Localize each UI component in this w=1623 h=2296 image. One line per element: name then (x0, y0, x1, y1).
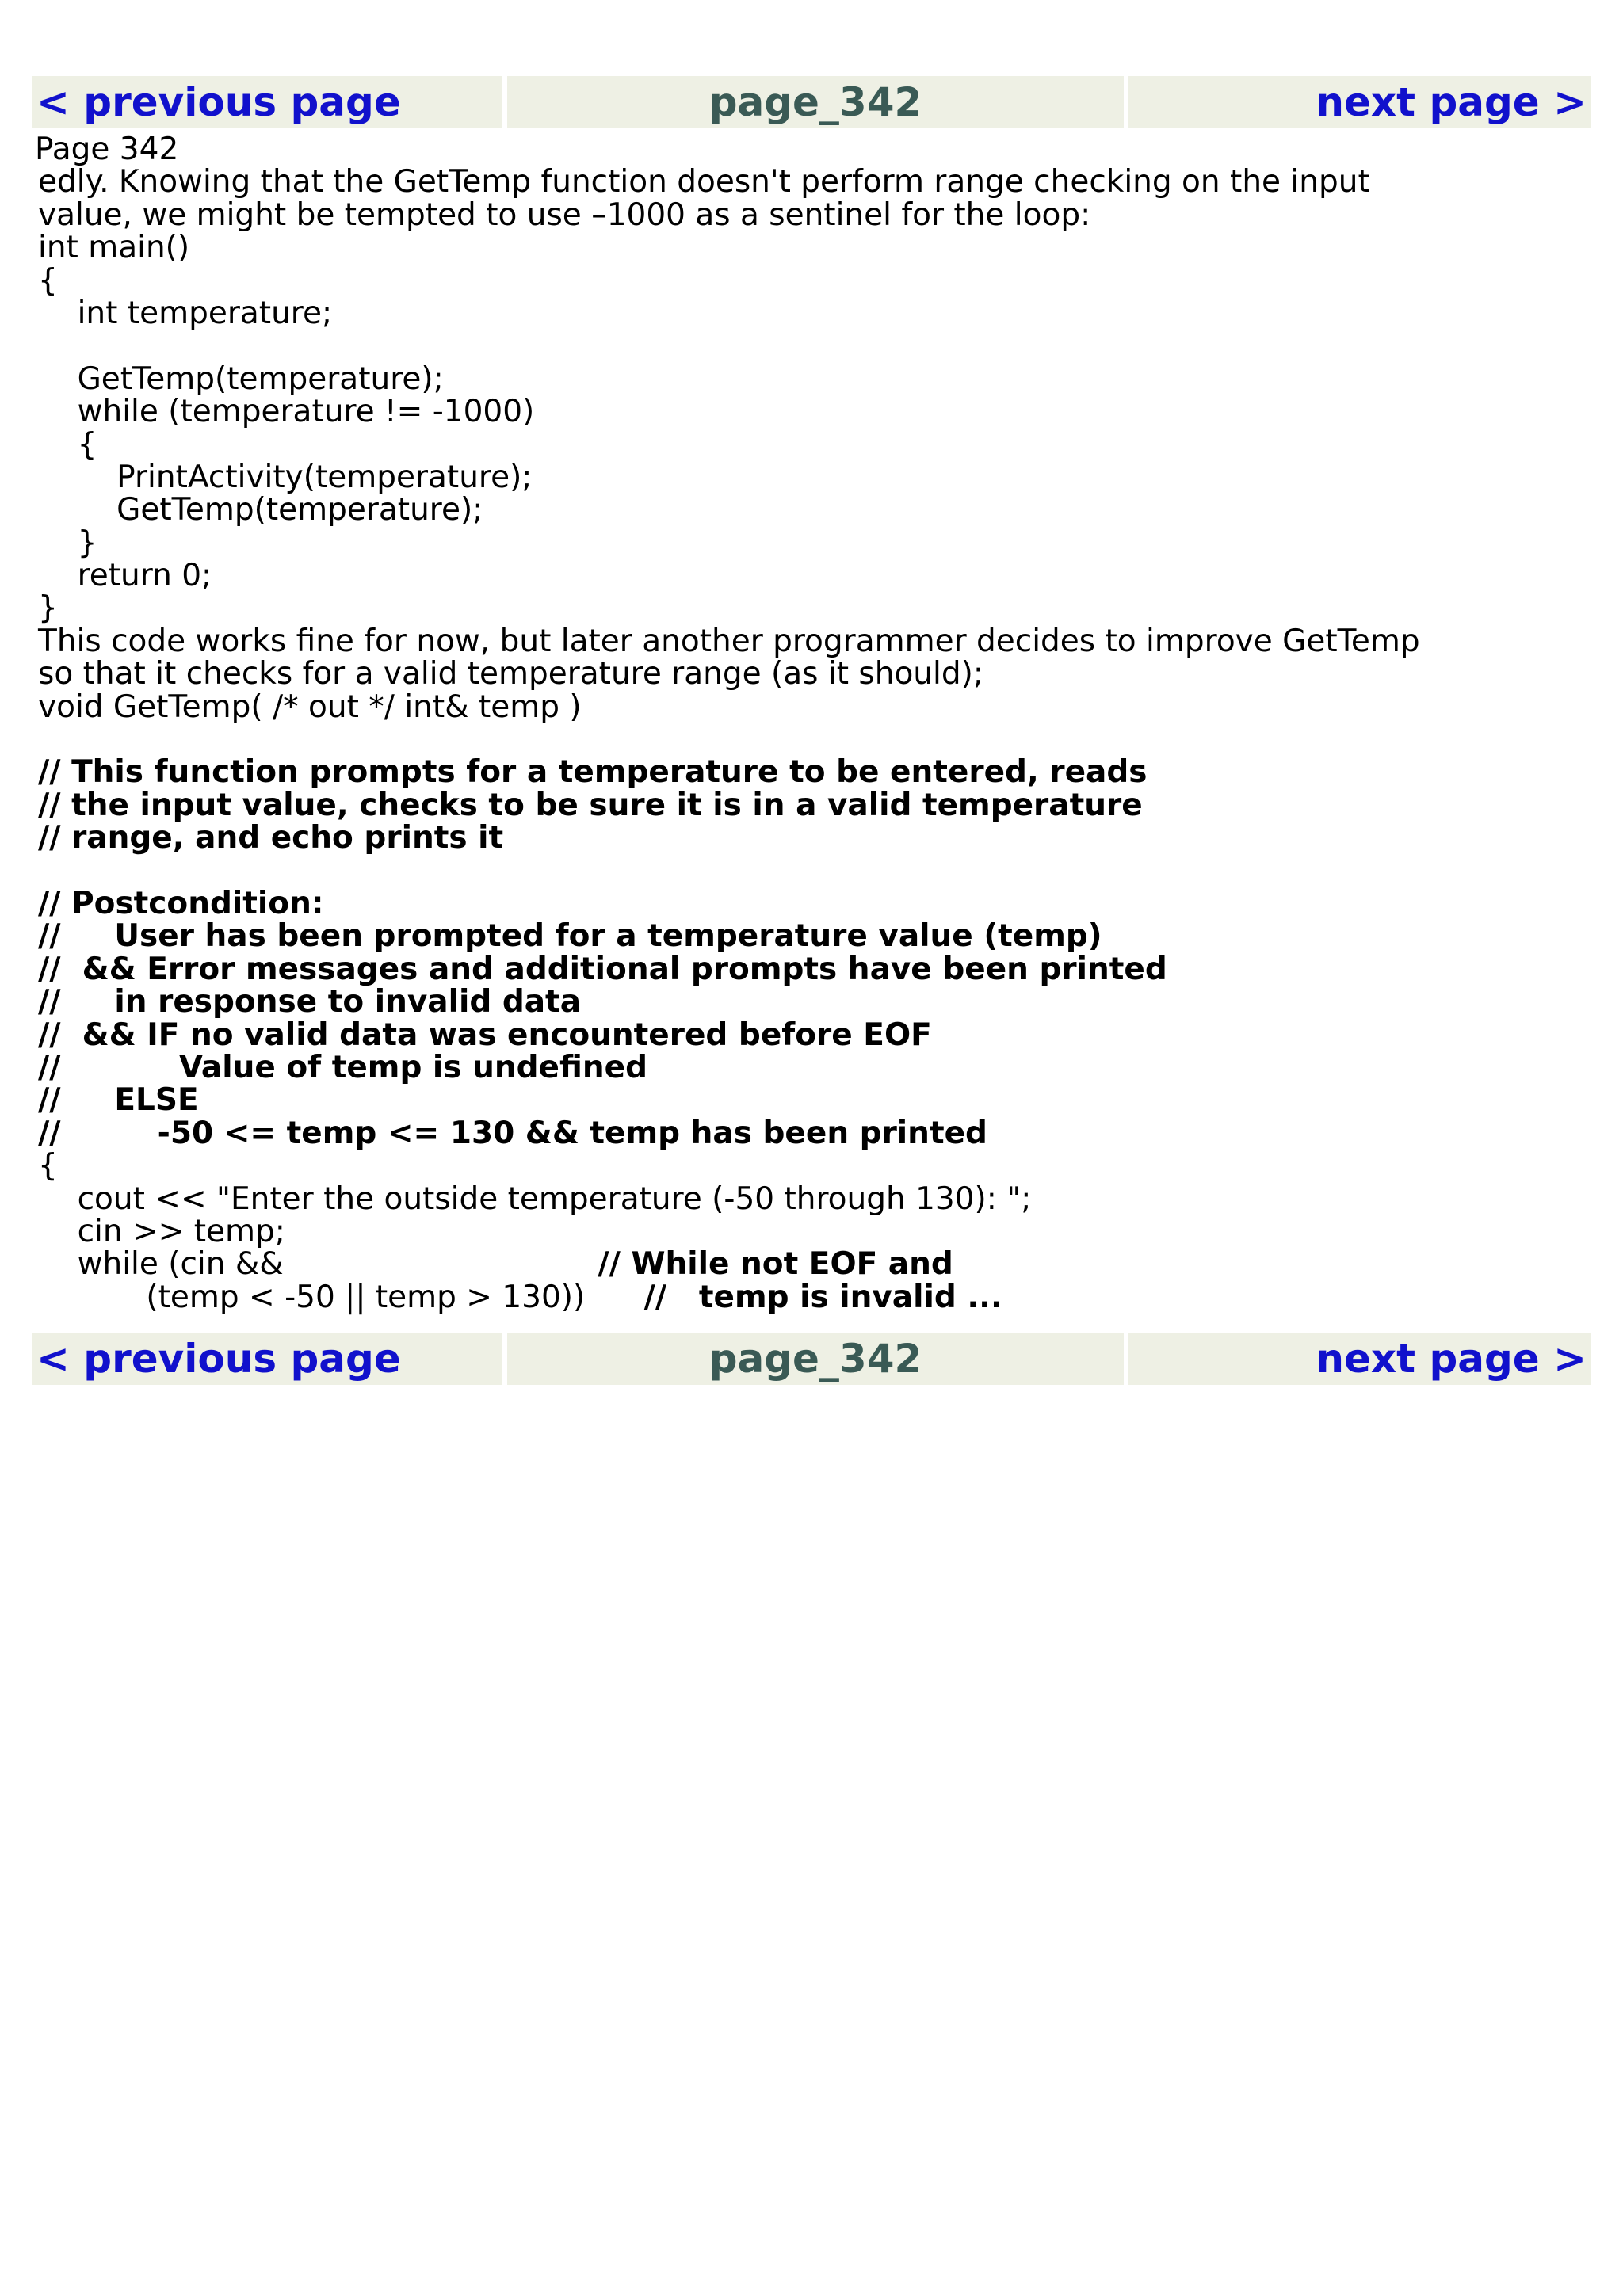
comment-text: // Value of temp is undefined (38, 1049, 648, 1085)
comment-text: // ELSE (38, 1082, 199, 1119)
bottom-navigation (32, 1333, 1591, 1385)
text-line (38, 360, 1544, 397)
text-line (38, 1281, 1544, 1314)
text-line (38, 754, 1544, 791)
line-text: so that it checks for a valid temperature range (as it should); (38, 656, 983, 692)
line-text: } (38, 524, 97, 561)
text-line (38, 297, 1544, 330)
page-content (35, 132, 1544, 1315)
text-line (38, 262, 1544, 299)
text-line (38, 461, 1544, 494)
line-text: value, we might be tempted to use –1000 as a sentinel for the loop: (38, 196, 1091, 233)
text-line (38, 723, 1544, 756)
text-line (38, 395, 1544, 428)
text-line (38, 494, 1544, 526)
line-text: cin >> temp; (38, 1213, 285, 1249)
page-indicator: page_342 (507, 1333, 1124, 1385)
text-line (38, 1246, 1544, 1283)
text-line (38, 166, 1544, 198)
text-line (38, 953, 1544, 986)
text-line (38, 986, 1544, 1018)
comment-text: // the input value, checks to be sure it is in a valid temperature (38, 787, 1143, 823)
comment-text: // This function prompts for a temperature to be entered, reads (38, 754, 1148, 791)
comment-text: // temp is invalid ... (643, 1279, 1002, 1315)
text-line (38, 426, 1544, 463)
text-line (38, 887, 1544, 920)
line-text: GetTemp(temperature); (38, 360, 444, 397)
text-line (38, 1082, 1544, 1119)
line-text: PrintActivity(temperature); (38, 459, 533, 495)
text-line (38, 658, 1544, 690)
line-text: int temperature; (38, 295, 333, 331)
comment-text: // && Error messages and additional prompts have been printed (38, 951, 1167, 987)
line-text: { (38, 262, 58, 299)
line-text: { (38, 426, 97, 463)
text-line (38, 1051, 1544, 1084)
text-line (38, 855, 1544, 887)
line-text: while (cin && (38, 1246, 598, 1283)
comment-text: // range, and echo prints it (38, 820, 504, 856)
text-line (38, 524, 1544, 561)
text-line (38, 330, 1544, 362)
comment-text: // in response to invalid data (38, 984, 582, 1020)
next-page-link[interactable]: next page > (1128, 1333, 1591, 1385)
line-text: edly. Knowing that the GetTemp function doesn't perform range checking on the input (38, 164, 1370, 200)
text-line (38, 1180, 1544, 1217)
comment-text: // -50 <= temp <= 130 && temp has been printed (38, 1115, 987, 1151)
line-text: GetTemp(temperature); (38, 492, 483, 528)
page-heading: Page 342 (35, 132, 179, 167)
line-text: { (38, 1148, 58, 1184)
line-text: cout << "Enter the outside temperature (-50 through 130): "; (38, 1180, 1032, 1217)
text-lines (38, 166, 1544, 1314)
text-line (38, 789, 1544, 822)
text-line (38, 688, 1544, 725)
next-page-link[interactable]: next page > (1128, 76, 1591, 128)
text-line (38, 1016, 1544, 1053)
text-line (38, 625, 1544, 658)
text-line (38, 918, 1544, 955)
comment-text: // User has been prompted for a temperature value (temp) (38, 918, 1102, 955)
line-text: (temp < -50 || temp > 130)) (38, 1279, 644, 1315)
line-text: void GetTemp( /* out */ int& temp ) (38, 688, 582, 725)
text-line (38, 196, 1544, 233)
text-line (38, 559, 1544, 592)
line-text: } (38, 590, 58, 627)
text-line (38, 1117, 1544, 1150)
text-line (38, 231, 1544, 264)
comment-text: // Postcondition: (38, 885, 324, 921)
page-indicator: page_342 (507, 76, 1124, 128)
comment-text: // While not EOF and (598, 1246, 953, 1283)
text-line (38, 590, 1544, 627)
line-text: int main() (38, 230, 190, 266)
text-line (38, 1150, 1544, 1182)
previous-page-link[interactable]: < previous page (32, 76, 502, 128)
top-navigation (32, 76, 1591, 128)
text-line (38, 1215, 1544, 1248)
comment-text: // && IF no valid data was encountered before EOF (38, 1016, 932, 1053)
line-text: while (temperature != -1000) (38, 394, 535, 430)
previous-page-link[interactable]: < previous page (32, 1333, 502, 1385)
line-text: return 0; (38, 558, 212, 594)
line-text: This code works fine for now, but later another programmer decides to improve GetTemp (38, 623, 1420, 659)
text-line (38, 822, 1544, 854)
